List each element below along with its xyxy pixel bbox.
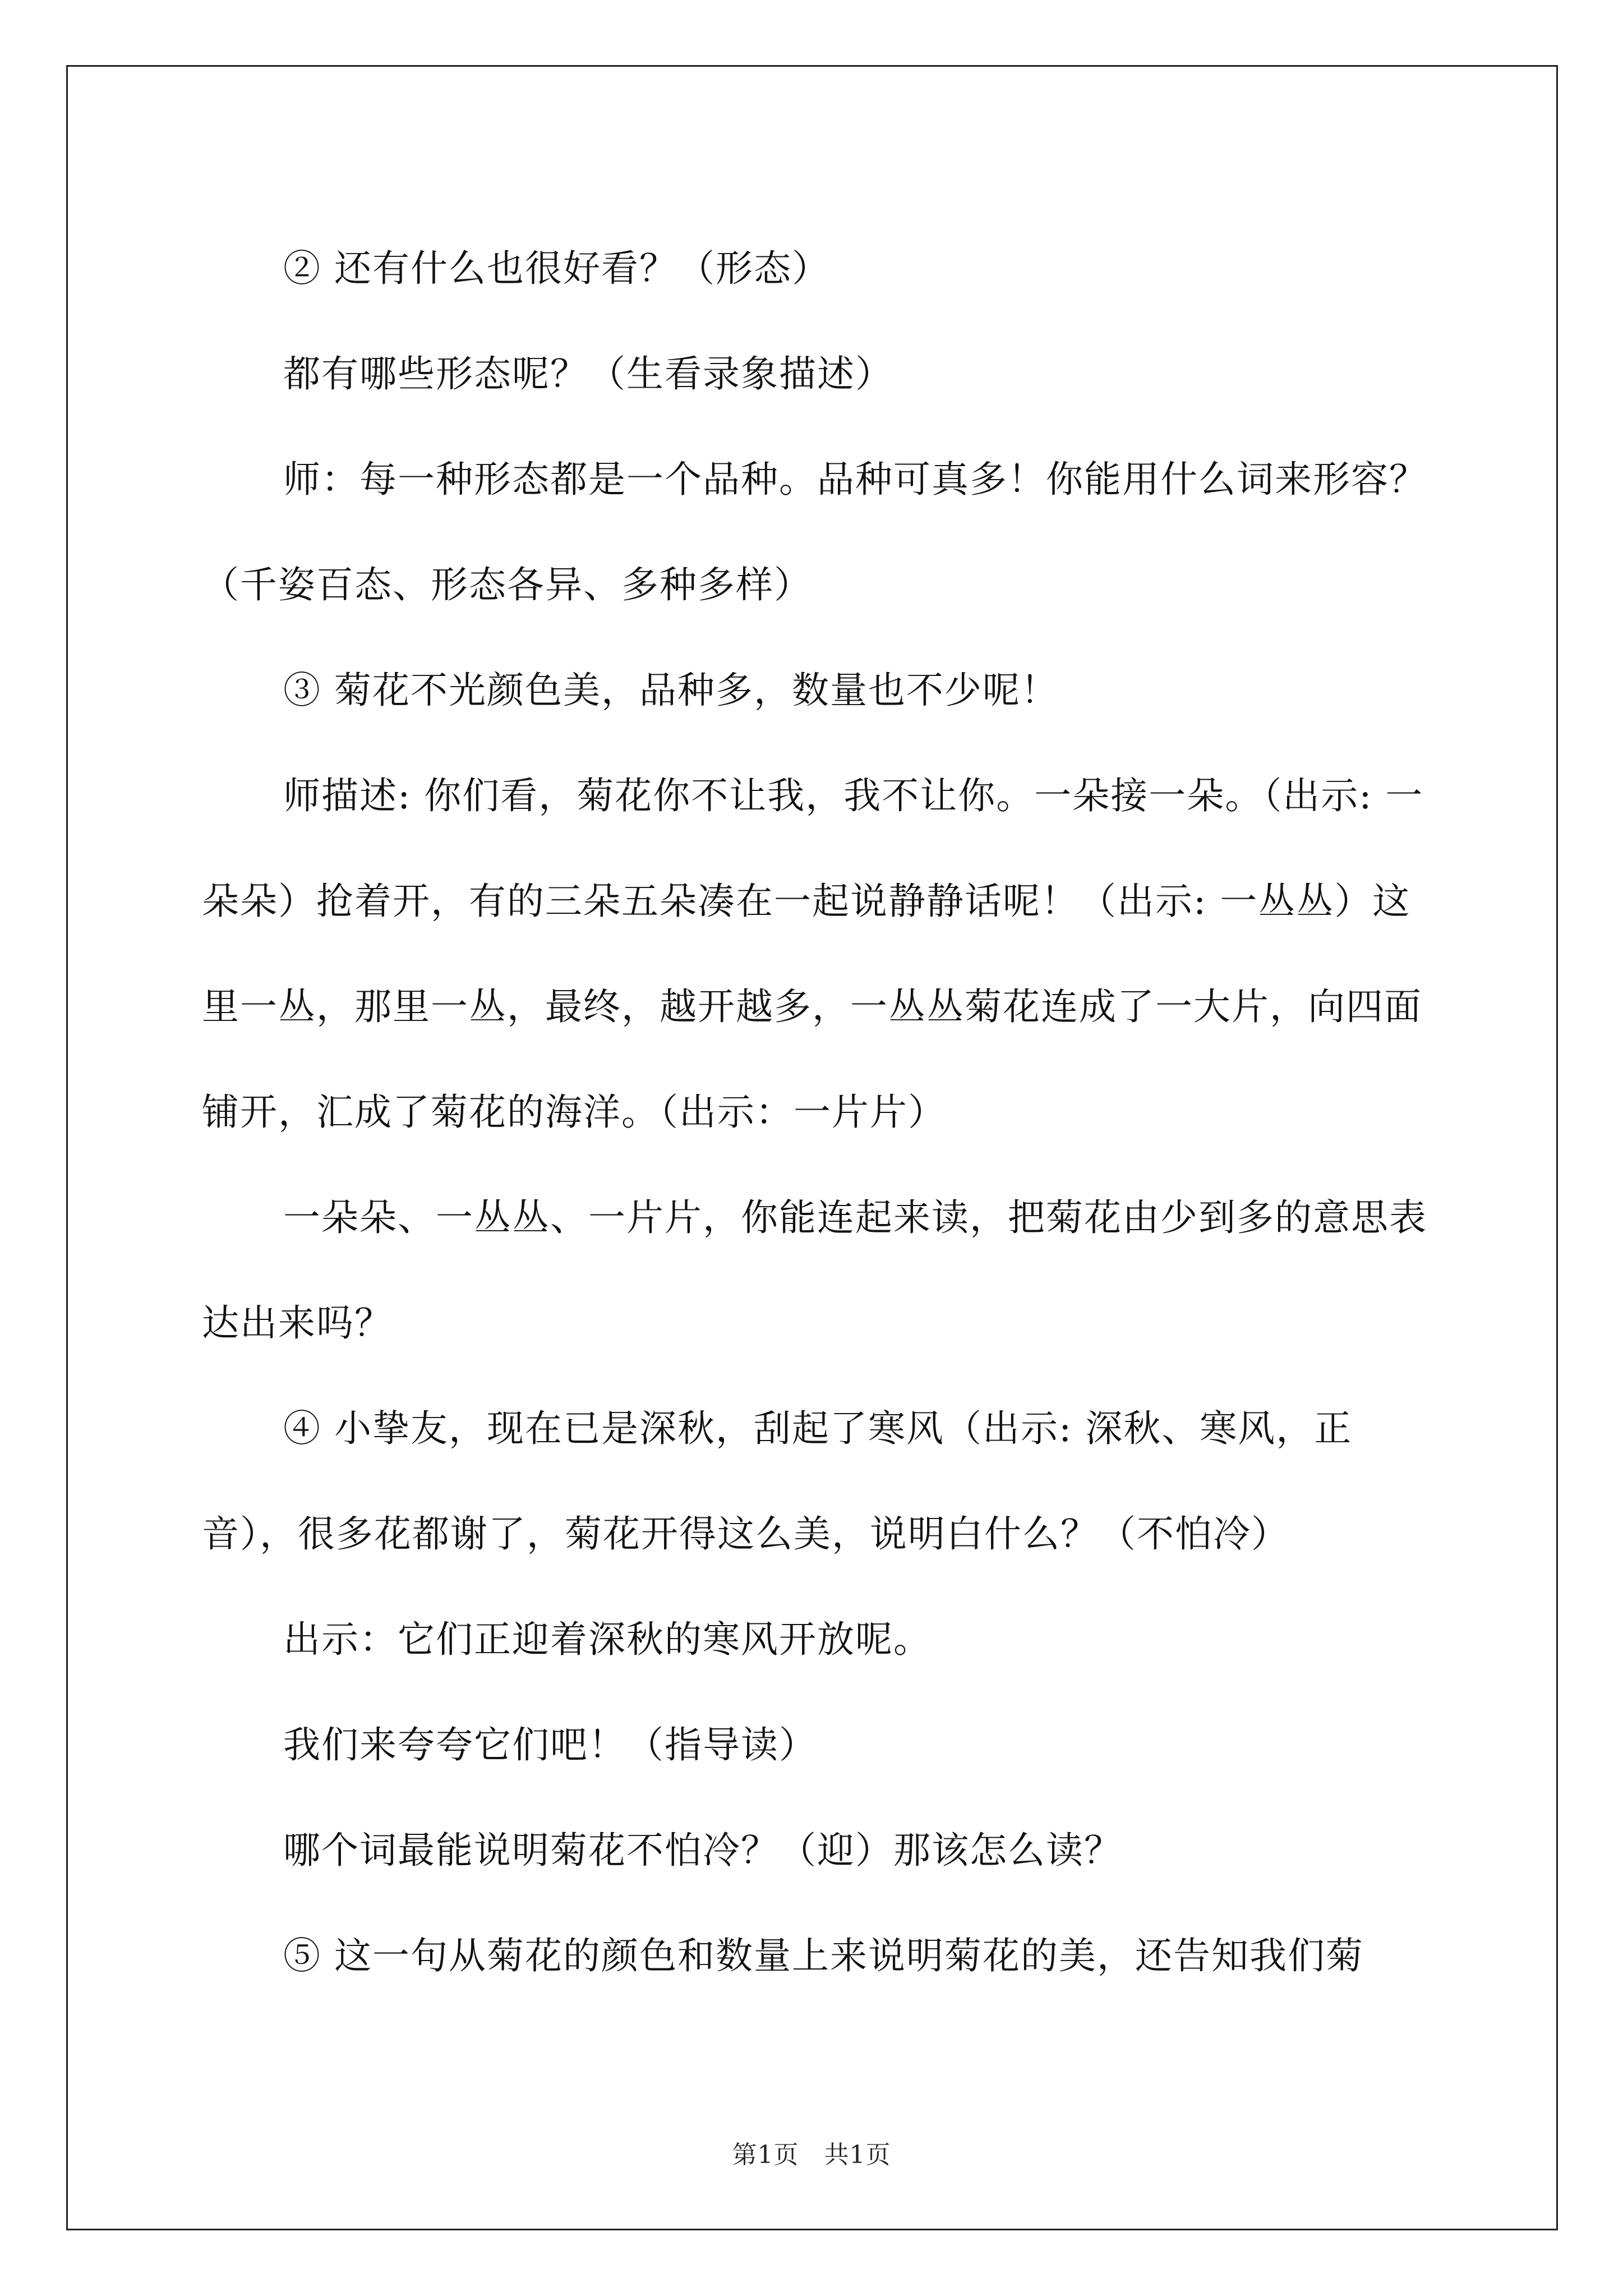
paragraph: 出示：它们正迎着深秋的寒风开放呢。 <box>283 1618 932 1661</box>
paragraph: ④ 小挚友，现在已是深秋，刮起了寒风（出示: 深秋、寒风，正音），很多花都谢了，菊花开得这么美，说明白什么？（不怕冷） <box>202 1407 1353 1556</box>
paragraph: ⑤ 这一句从菊花的颜色和数量上来说明菊花的美，还告知我们菊 <box>283 1934 1364 1977</box>
paragraph: ③ 菊花不光颜色美，品种多，数量也不少呢！ <box>283 669 1059 712</box>
paragraph: 一朵朵、一丛丛、一片片，你能连起来读，把菊花由少到多的意思表达出来吗？ <box>202 1196 1427 1345</box>
paragraph: 都有哪些形态呢？（生看录象描述） <box>283 352 893 395</box>
paragraph: 师描述: 你们看，菊花你不让我，我不让你。一朵接一朵。（出示: 一朵朵）抢着开，有的三朵五朵凑在一起说静静话呢！（出示: 一丛丛）这里一丛，那里一丛，最终，越开越多，一丛丛菊花连成了一大片，向四面铺开，汇成了菊花的海洋。（出示：一片片） <box>202 774 1424 1134</box>
paragraph: 我们来夸夸它们吧！（指导读） <box>283 1723 817 1766</box>
paragraph: 师：每一种形态都是一个品种。品种可真多！你能用什么词来形容？（千姿百态、形态各异、多种多样） <box>202 458 1427 606</box>
document-body <box>202 216 1436 2009</box>
page-footer: 第1页 共1页 <box>732 2141 891 2169</box>
paragraph: ② 还有什么也很好看？（形态） <box>283 247 830 290</box>
paragraph: 哪个词最能说明菊花不怕冷？（迎）那该怎么读？ <box>283 1829 1122 1872</box>
